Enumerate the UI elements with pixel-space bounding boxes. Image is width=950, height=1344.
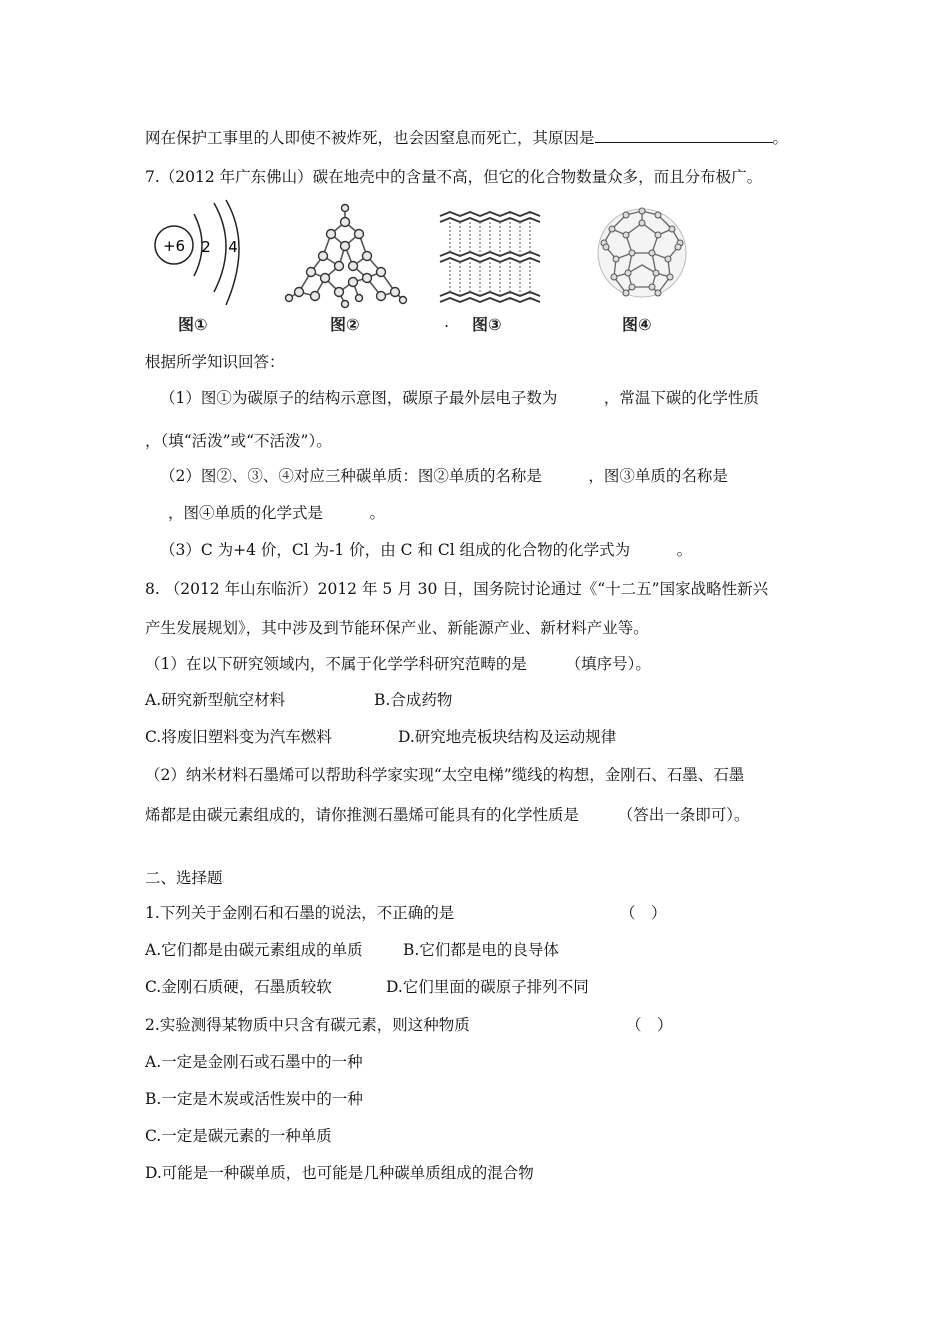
figure-3-dot: . [444, 312, 450, 331]
choice-2-option-a: A.一定是金刚石或石墨中的一种 [145, 1053, 363, 1071]
option-c: C.将废旧塑料变为汽车燃料 [145, 728, 332, 746]
question-8-title: 8. （2012 年山东临沂）2012 年 5 月 30 日，国务院讨论通过《“十二五”国家战略性新兴 [145, 580, 769, 598]
atom-shell-2-label: 4 [228, 238, 238, 256]
atom-shell-1-label: 2 [201, 238, 211, 256]
choice-2-option-c: C.一定是碳元素的一种单质 [145, 1127, 332, 1145]
answer-blank[interactable] [595, 128, 773, 143]
text-line-end: 。 [772, 129, 789, 147]
question-7-part-2-cont: ，图④单质的化学式是 。 [168, 504, 386, 522]
figure-atom-structure [148, 200, 248, 314]
choice-question-1: 1.下列关于金刚石和石墨的说法，不正确的是 [145, 904, 455, 922]
question-7-part-1-cont: ，（填“活泼”或“不活泼”）。 [145, 432, 332, 450]
section-heading: 二、选择题 [145, 869, 223, 887]
question-7-part-1: （1）图①为碳原子的结构示意图，碳原子最外层电子数为 ，常温下碳的化学性质 [160, 389, 759, 407]
question-8-part-1: （1）在以下研究领域内，不属于化学学科研究范畴的是 （填序号）。 [145, 655, 651, 673]
figure-diamond-structure [283, 200, 413, 314]
choice-2-option-d: D.可能是一种碳单质，也可能是几种碳单质组成的混合物 [145, 1164, 534, 1182]
choice-question-1-paren: （ ） [620, 904, 667, 922]
question-7-prompt: 根据所学知识回答： [145, 353, 285, 371]
question-8-title-cont: 产生发展规划》，其中涉及到节能环保产业、新能源产业、新材料产业等。 [145, 619, 649, 637]
text-line-content: 网在保护工事里的人即使不被炸死，也会因窒息而死亡，其原因是 [145, 129, 595, 147]
choice-1-option-a: A.它们都是由碳元素组成的单质 [145, 941, 363, 959]
figure-3-caption: 图③ [472, 315, 502, 334]
option-d: D.研究地壳板块结构及运动规律 [398, 728, 617, 746]
figure-4-caption: 图④ [622, 315, 652, 334]
question-7-part-2: （2）图②、③、④对应三种碳单质：图②单质的名称是 ，图③单质的名称是 [160, 467, 728, 485]
figure-2-caption: 图② [330, 315, 360, 334]
choice-1-option-b: B.它们都是电的良导体 [403, 941, 559, 959]
question-8-part-2: （2）纳米材料石墨烯可以帮助科学家实现“太空电梯”缆线的构想，金刚石、石墨、石墨 [145, 766, 745, 784]
question-7-title: 7.（2012 年广东佛山）碳在地壳中的含量不高，但它的化合物数量众多，而且分布极广。 [145, 168, 763, 186]
question-7-part-3: （3）C 为+4 价，Cl 为-1 价，由 C 和 Cl 组成的化合物的化学式为 。 [160, 541, 693, 559]
choice-question-2: 2.实验测得某物质中只含有碳元素，则这种物质 [145, 1016, 470, 1034]
option-a: A.研究新型航空材料 [145, 691, 286, 709]
figure-graphite-structure [436, 208, 546, 312]
choice-1-option-c: C.金刚石质硬，石墨质较软 [145, 978, 332, 996]
atom-nucleus-label: +6 [162, 237, 186, 255]
choice-2-option-b: B.一定是木炭或活性炭中的一种 [145, 1090, 363, 1108]
question-8-part-2-cont: 烯都是由碳元素组成的，请你推测石墨烯可能具有的化学性质是 （答出一条即可）。 [145, 806, 750, 824]
choice-1-option-d: D.它们里面的碳原子排列不同 [386, 978, 589, 996]
choice-question-2-paren: （ ） [626, 1016, 673, 1034]
figure-1-caption: 图① [178, 315, 208, 334]
text-line [145, 128, 788, 148]
figure-fullerene-structure [592, 203, 692, 307]
option-b: B.合成药物 [374, 691, 453, 709]
